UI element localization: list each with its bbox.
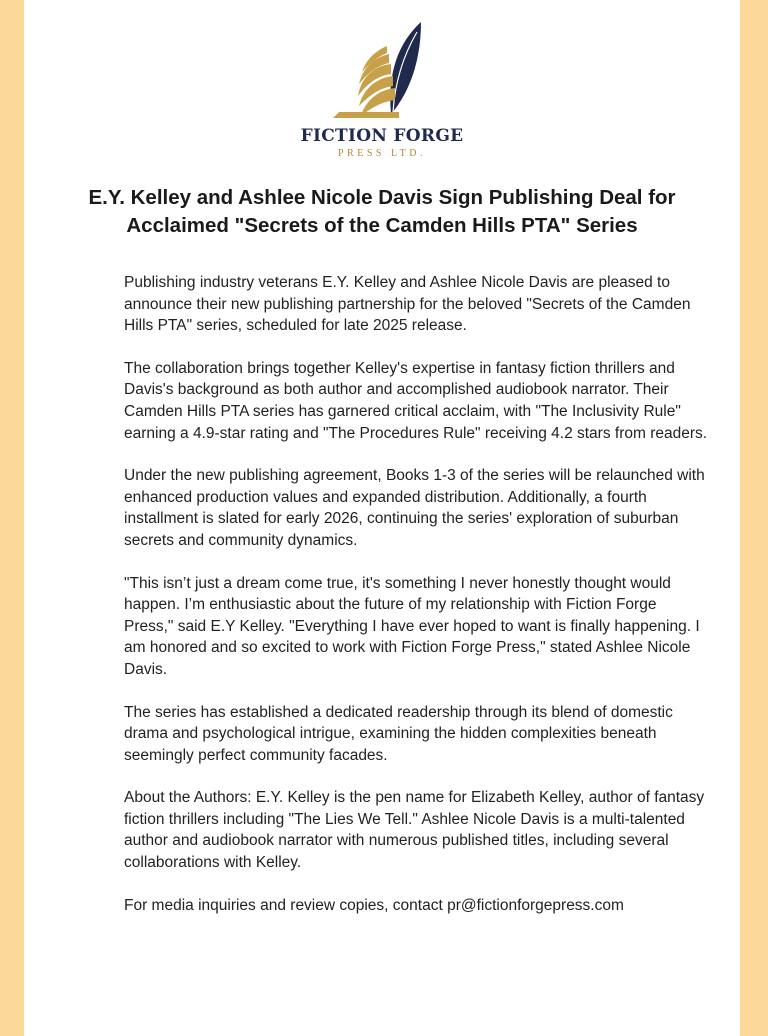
publisher-logo (24, 0, 740, 170)
brand-name: FICTION FORGE (300, 126, 464, 146)
release-body (124, 272, 709, 937)
about-authors-paragraph: About the Authors: E.Y. Kelley is the pen name for Elizabeth Kelley, author of fantasy fiction thrillers including "The Lies We Tell." Ashlee Nicole Davis is a multi-talented author and audiobook narrator with numerous published titles, including several collaborations with Kelley. (124, 789, 705, 872)
open-book-quill-icon (329, 20, 439, 120)
collaboration-paragraph: The collaboration brings together Kelley's expertise in fantasy fiction thrillers and Davis's background as both author and accomplished audiobook narrator. Their Camden Hills PTA series has garnered critical acclaim, with "The Inclusivity Rule" earning a 4.9-star rating and "The Procedures Rule" receiving 4.2 stars from readers. (124, 359, 708, 442)
intro-paragraph: Publishing industry veterans E.Y. Kelley and Ashlee Nicole Davis are pleased to announce their new publishing partnership for the beloved "Secrets of the Camden Hills PTA" series, scheduled for late 2025 release. (124, 274, 691, 335)
agreement-paragraph: Under the new publishing agreement, Books 1-3 of the series will be relaunched with enhanced production values and expanded distribution. Additionally, a fourth installment is slated for early 2026, continuing the series' exploration of suburban secrets and community dynamics. (124, 467, 705, 549)
brand-tagline: PRESS LTD. (338, 148, 426, 159)
headline: E.Y. Kelley and Ashlee Nicole Davis Sign Publishing Deal for Acclaimed "Secrets of the Camden Hills PTA" Series (88, 186, 676, 237)
quotes-paragraph: "This isn’t just a dream come true, it's something I never honestly thought would happen. I’m enthusiastic about the future of my relationship with Fiction Forge Press," said E.Y Kelley. "Everything I have ever hoped to want is finally happening. I am honored and so excited to work with Fiction Forge Press," stated Ashlee Nicole Davis. (124, 574, 700, 678)
press-release-page (24, 0, 740, 1036)
media-contact-paragraph: For media inquiries and review copies, contact pr@fictionforgepress.com (124, 896, 624, 914)
readership-paragraph: The series has established a dedicated readership through its blend of domestic drama and psychological intrigue, examining the hidden complexities beneath seemingly perfect community facades. (124, 703, 673, 764)
